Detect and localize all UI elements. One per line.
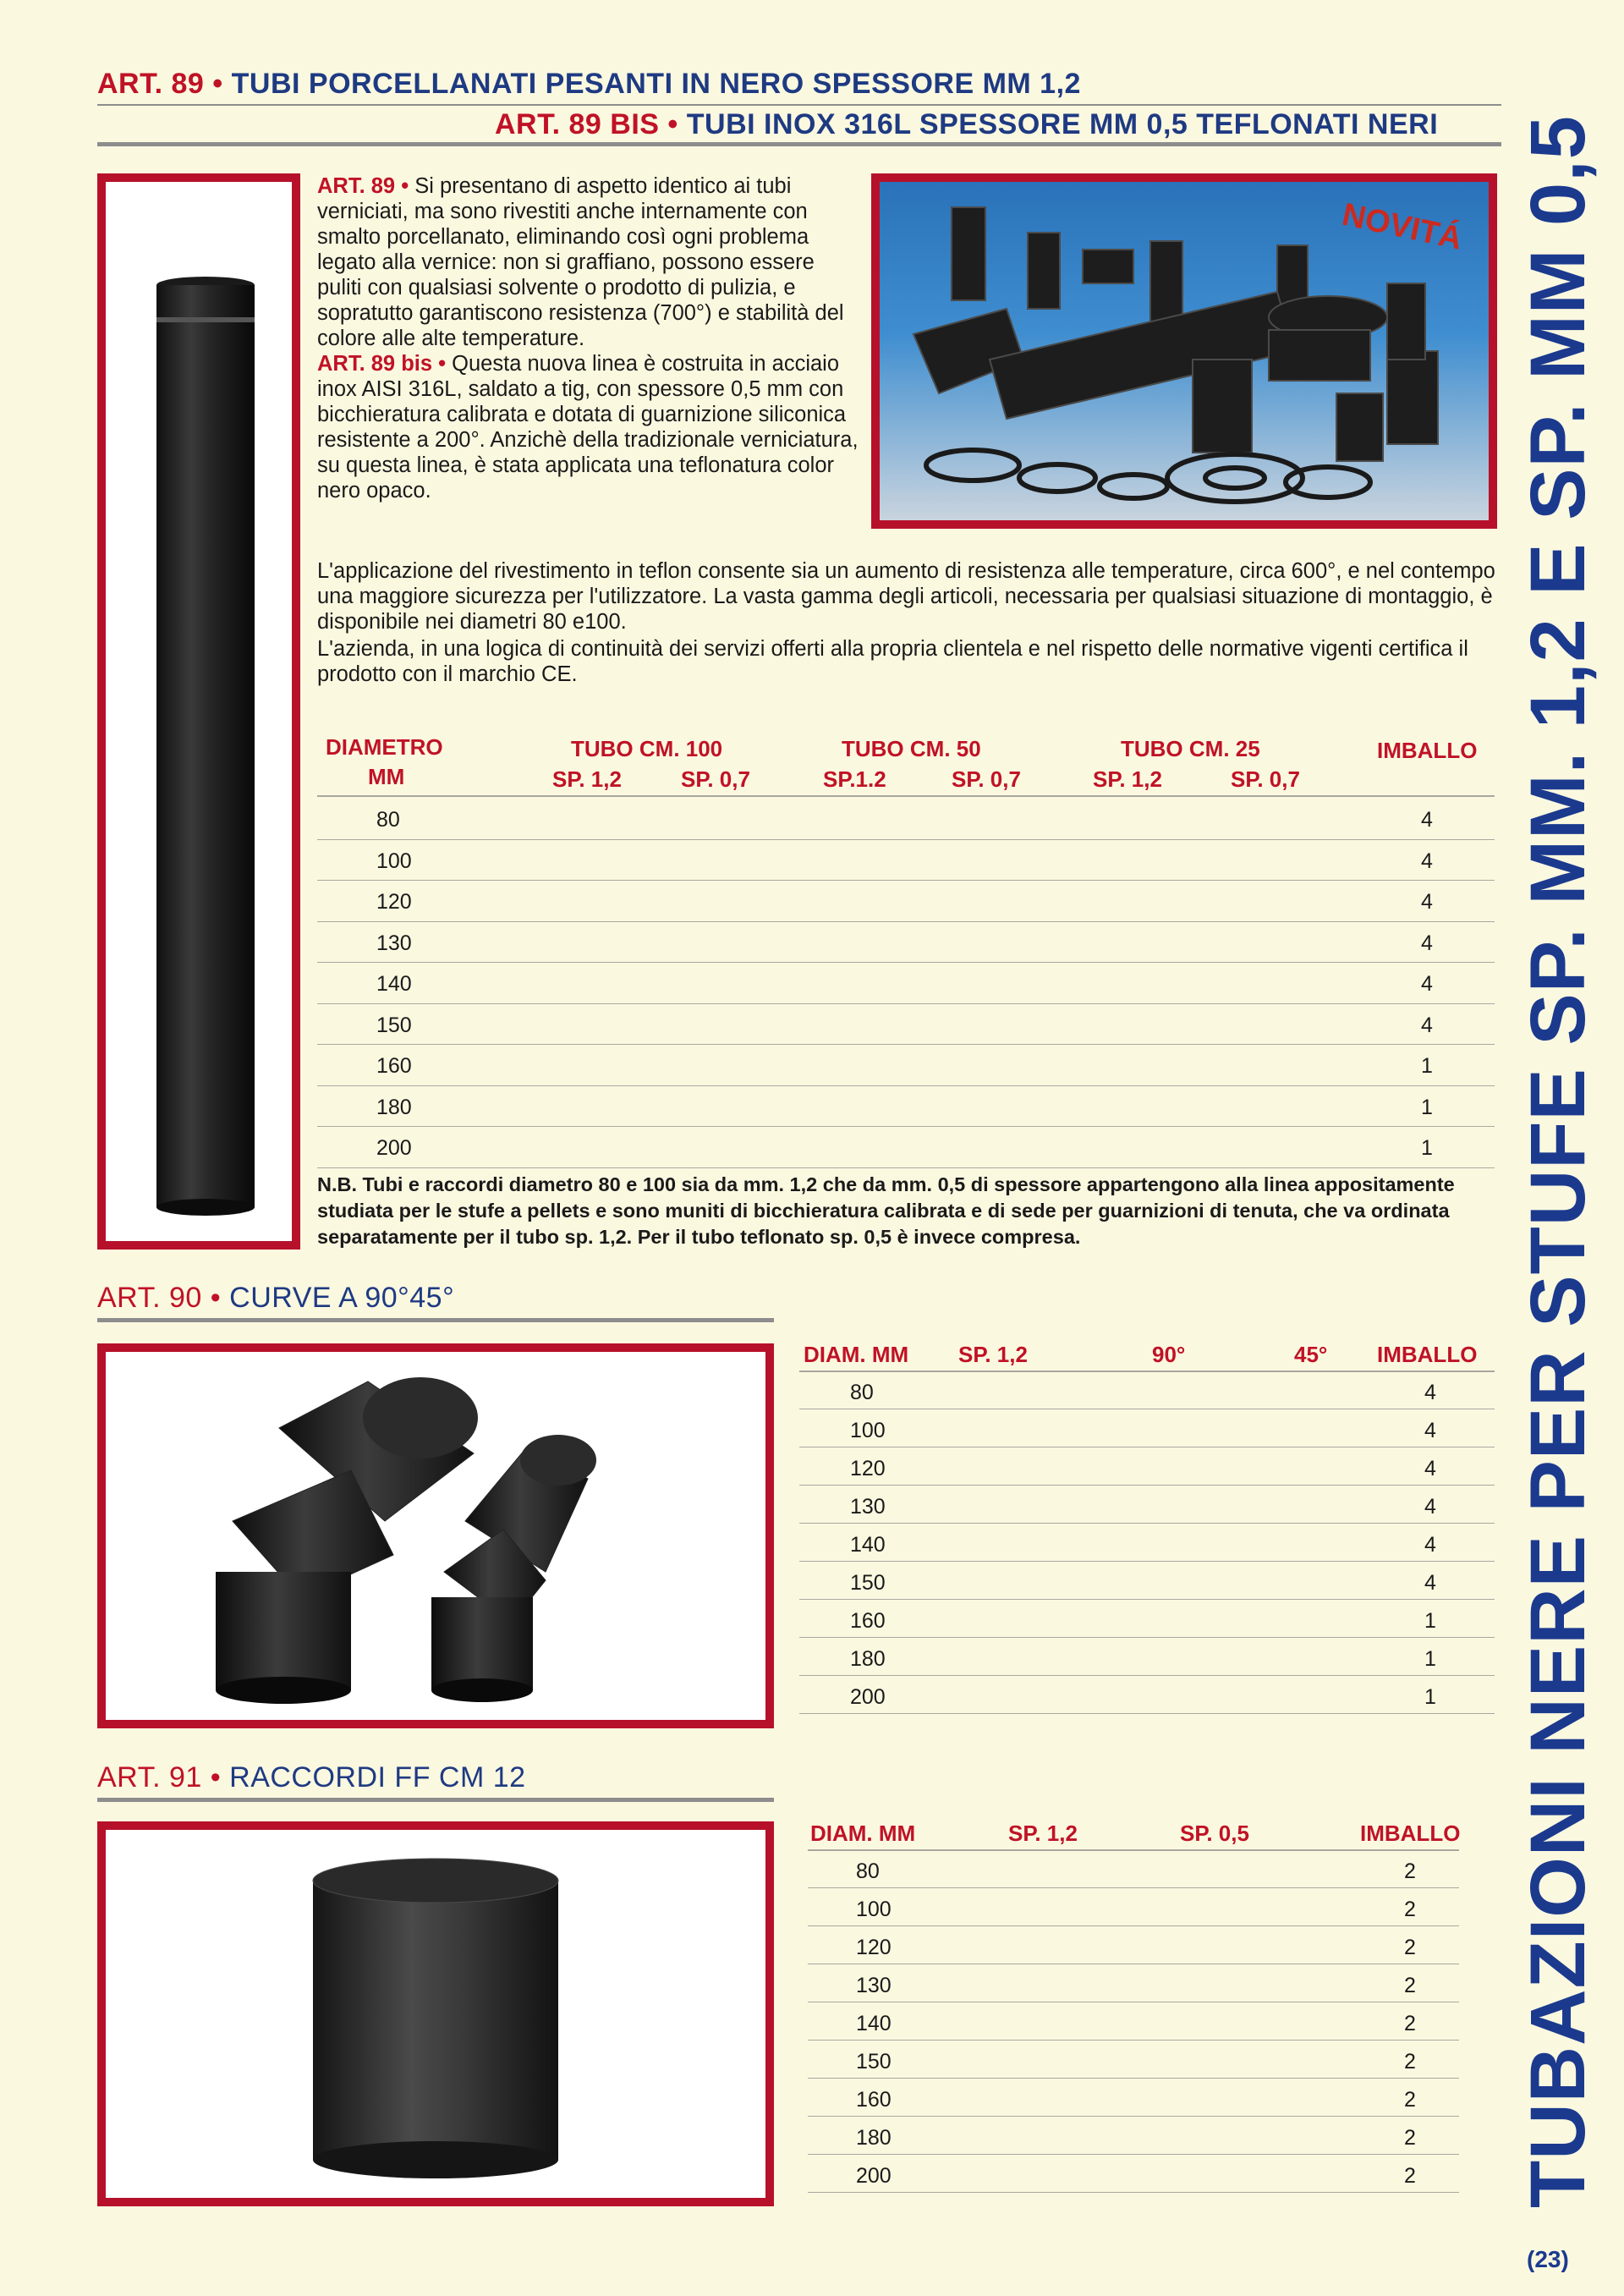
th91-sp05: SP. 0,5 (1180, 1821, 1249, 1846)
product-photo (880, 182, 1489, 520)
table89-row-rule (317, 1085, 1495, 1086)
table89-row-imballo: 4 (1421, 890, 1433, 914)
art91-image-frame (97, 1821, 774, 2206)
table90-row-imballo: 4 (1424, 1457, 1436, 1480)
tube-image (106, 182, 292, 1241)
table89-row-imballo: 1 (1421, 1054, 1433, 1078)
th-sp07-a: SP. 0,7 (681, 766, 750, 792)
novita-badge: NOVITÁ (1339, 196, 1466, 257)
table90-row-diameter: 140 (850, 1533, 886, 1557)
table89-row-diameter: 80 (376, 808, 400, 832)
table91-header-rule (808, 1849, 1459, 1851)
table89-row-diameter: 130 (376, 931, 412, 955)
art89-label: ART. 89 (97, 68, 205, 100)
table89-row-rule (317, 962, 1495, 963)
table90-row-diameter: 130 (850, 1495, 886, 1519)
table89-row-imballo: 4 (1421, 931, 1433, 955)
table90-row-imballo: 1 (1424, 1685, 1436, 1709)
table91-row-diameter: 120 (856, 1936, 892, 1959)
table89-row-imballo: 4 (1421, 972, 1433, 996)
table90-row-imballo: 1 (1424, 1647, 1436, 1671)
table90-row-diameter: 80 (850, 1381, 874, 1404)
table91-row-imballo: 2 (1404, 1936, 1416, 1959)
th90-imballo: IMBALLO (1377, 1342, 1478, 1367)
header-rule (97, 142, 1501, 146)
art89-title: TUBI PORCELLANATI PESANTI IN NERO SPESSORE MM 1,2 (231, 68, 1081, 100)
table90-row-imballo: 4 (1424, 1495, 1436, 1519)
table90-row-rule (799, 1637, 1495, 1638)
art91-rule (97, 1798, 774, 1802)
art89-desc-text: Si presentano di aspetto identico ai tubi verniciati, ma sono rivestiti anche internamente con smalto porcellanato, eliminando così ogni problema legato alla vernice: non si graffiano, possono essere puliti con qualsiasi solvente o prodotto di pulizia, e sopratutto garantiscono resistenza (700°) e stabilità del colore alle alte temperature. (317, 174, 844, 350)
table91-row-diameter: 80 (856, 1859, 880, 1883)
table89-row-rule (317, 1044, 1495, 1045)
table91-row-imballo: 2 (1404, 2164, 1416, 2188)
table91-row-imballo: 2 (1404, 1974, 1416, 1997)
table91-row-imballo: 2 (1404, 2088, 1416, 2112)
table91-row-diameter: 180 (856, 2126, 892, 2150)
art90-title: CURVE A 90°45° (229, 1282, 455, 1314)
table91-row-imballo: 2 (1404, 2012, 1416, 2035)
table91-row-imballo: 2 (1404, 1859, 1416, 1883)
th-mm: MM (368, 764, 405, 789)
table90-row-imballo: 4 (1424, 1533, 1436, 1557)
th-sp12-c: SP. 1,2 (1093, 766, 1162, 792)
table91-row-diameter: 130 (856, 1974, 892, 1997)
table90-row-rule (799, 1675, 1495, 1676)
description-para-3: L'azienda, in una logica di continuità dei servizi offerti alla propria clientela e nel rispetto delle normative vigenti certifica il prodotto con il marchio CE. (317, 637, 1468, 686)
table90-row-imballo: 4 (1424, 1381, 1436, 1404)
table90-row-diameter: 180 (850, 1647, 886, 1671)
page-number: (23) (1527, 2246, 1569, 2272)
table90-row-rule (799, 1485, 1495, 1486)
description-para-2: L'applicazione del rivestimento in teflon consente sia un aumento di resistenza alle temperature, circa 600°, e nel contempo una maggiore sicurezza per l'utilizzatore. La vasta gamma degli articoli, necessaria per qualsiasi situazione di montaggio, è disponibile nei diametri 80 e100. (317, 559, 1495, 634)
header-line-2 (495, 108, 1438, 141)
table89-row-imballo: 1 (1421, 1136, 1433, 1160)
table91-row-rule (808, 1925, 1459, 1926)
table91-row-imballo: 2 (1404, 2126, 1416, 2150)
art89bis-desc-text: Questa nuova linea è costruita in acciaio inox AISI 316L, saldato a tig, con spessore 0,5 mm con bicchieratura calibrata e dotata di guarnizione siliconica resistente a 200°. Anzichè della tradizionale verniciatura, su questa linea, è stata applicata una teflonatura color nero opaco. (317, 352, 859, 503)
table91-row-rule (808, 2040, 1459, 2041)
th91-diam: DIAM. MM (810, 1821, 916, 1846)
table91-row-rule (808, 1887, 1459, 1888)
bullet: • (210, 1282, 222, 1314)
table90-row-rule (799, 1561, 1495, 1562)
bullet: • (212, 68, 223, 100)
art89bis-label: ART. 89 BIS (495, 108, 660, 140)
table90-row-diameter: 120 (850, 1457, 886, 1480)
th-imballo: IMBALLO (1377, 738, 1478, 763)
th91-sp12: SP. 1,2 (1008, 1821, 1078, 1846)
th90-45: 45° (1294, 1342, 1328, 1367)
table89-row-rule (317, 1003, 1495, 1004)
table91-row-diameter: 100 (856, 1898, 892, 1921)
table90-row-imballo: 4 (1424, 1419, 1436, 1442)
bullet: • (210, 1761, 222, 1793)
art89bis-title: TUBI INOX 316L SPESSORE MM 0,5 TEFLONATI NERI (686, 108, 1439, 140)
table89-row-rule (317, 1167, 1495, 1168)
table89-row-imballo: 4 (1421, 1013, 1433, 1037)
art89-desc-label: ART. 89 • (317, 174, 409, 198)
table90-row-rule (799, 1523, 1495, 1524)
th-sp12-a: SP. 1,2 (552, 766, 622, 792)
table91-row-imballo: 2 (1404, 1898, 1416, 1921)
art90-rule (97, 1318, 774, 1322)
table91-row-rule (808, 2116, 1459, 2117)
table91-row-rule (808, 2078, 1459, 2079)
art91-title: RACCORDI FF CM 12 (229, 1761, 526, 1793)
table90-row-imballo: 4 (1424, 1571, 1436, 1595)
table-note: N.B. Tubi e raccordi diametro 80 e 100 sia da mm. 1,2 che da mm. 0,5 di spessore appartengono alla linea appositamente studiata per le stufe a pellets e sono muniti di bicchieratura calibrata e di sede per guarnizioni di tenuta, che va ordinata separatamente per il tubo sp. 1,2. Per il tubo teflonato sp. 0,5 è invece compresa. (317, 1173, 1455, 1248)
table89-row-diameter: 120 (376, 890, 412, 914)
table89-row-diameter: 200 (376, 1136, 412, 1160)
table89-row-diameter: 150 (376, 1013, 412, 1037)
table90-row-rule (799, 1713, 1495, 1714)
art89-description (317, 173, 859, 503)
table89-row-rule (317, 1126, 1495, 1127)
th-sp07-c: SP. 0,7 (1231, 766, 1300, 792)
th-sp07-b: SP. 0,7 (952, 766, 1021, 792)
side-title: TUBAZIONI NERE PER STUFE SP. MM. 1,2 E SP. MM 0,5 (1515, 115, 1601, 2208)
art90-heading (97, 1282, 454, 1315)
th90-diam: DIAM. MM (804, 1342, 909, 1367)
product-photo-frame (871, 173, 1497, 529)
th91-imballo: IMBALLO (1360, 1821, 1461, 1846)
th90-sp: SP. 1,2 (958, 1342, 1028, 1367)
art90-image (106, 1352, 765, 1720)
th90-90: 90° (1152, 1342, 1186, 1367)
table91-row-imballo: 2 (1404, 2050, 1416, 2074)
table91-row-diameter: 150 (856, 2050, 892, 2074)
bullet: • (667, 108, 678, 140)
table89-row-diameter: 180 (376, 1095, 412, 1119)
th-tubo25: TUBO CM. 25 (1121, 736, 1260, 761)
table89-row-rule (317, 921, 1495, 922)
art91-heading (97, 1761, 526, 1794)
art90-image-frame (97, 1343, 774, 1728)
table90-row-rule (799, 1599, 1495, 1600)
table90-row-diameter: 160 (850, 1609, 886, 1633)
table90-header-rule (799, 1370, 1495, 1372)
header-rule-top (97, 104, 1501, 106)
th-tubo50: TUBO CM. 50 (842, 736, 981, 761)
art91-image (106, 1830, 765, 2198)
table89-row-imballo: 1 (1421, 1095, 1433, 1119)
table-header-rule (317, 795, 1495, 797)
art91-label: ART. 91 (97, 1761, 202, 1793)
table89-row-diameter: 140 (376, 972, 412, 996)
tube-image-frame (97, 173, 300, 1250)
table89-row-diameter: 160 (376, 1054, 412, 1078)
table91-row-diameter: 200 (856, 2164, 892, 2188)
table90-row-imballo: 1 (1424, 1609, 1436, 1633)
art90-label: ART. 90 (97, 1282, 202, 1314)
th-tubo100: TUBO CM. 100 (571, 736, 723, 761)
table91-row-diameter: 140 (856, 2012, 892, 2035)
th-diametro: DIAMETRO (326, 734, 443, 760)
table91-row-diameter: 160 (856, 2088, 892, 2112)
table91-row-rule (808, 2154, 1459, 2155)
table90-row-diameter: 150 (850, 1571, 886, 1595)
table89-row-rule (317, 839, 1495, 840)
table89-row-diameter: 100 (376, 849, 412, 873)
table91-row-rule (808, 2192, 1459, 2193)
table89-row-imballo: 4 (1421, 849, 1433, 873)
table90-row-diameter: 200 (850, 1685, 886, 1709)
table89-row-rule (317, 880, 1495, 881)
th-sp12-b: SP.1.2 (823, 766, 886, 792)
header-line-1 (97, 68, 1081, 101)
table90-row-diameter: 100 (850, 1419, 886, 1442)
art89bis-desc-label: ART. 89 bis • (317, 352, 447, 376)
table89-row-imballo: 4 (1421, 808, 1433, 832)
